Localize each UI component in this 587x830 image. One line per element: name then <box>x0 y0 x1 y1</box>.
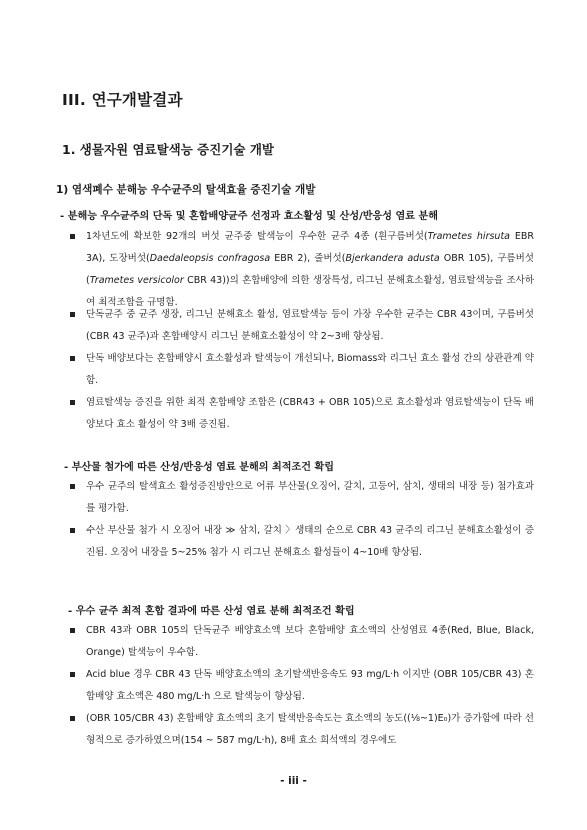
bullet-item <box>70 664 534 708</box>
bullet-text: 단독균주 중 균주 생장, 리그닌 분해효소 활성, 염료탈색능 등이 가장 우수한 균주는 CBR 43이며, 구름버섯(CBR 43 균주)과 혼합배양시 리그닌 분해효소활성이 약 2~3배 향상됨. <box>86 309 534 342</box>
bullet-text: 1차년도에 확보한 92개의 버섯 균주중 탈색능이 우수한 균주 4종 (흰구름버섯(Trametes hirsuta EBR 3A), 도장버섯(Daedaleopsis confragosa EBR 2), 줄버섯(Bjerkandera adusta OBR 105), 구름버섯(Trametes versicolor CBR 43))의 혼합배양에 의한 생장특성, 리그닌 분해효소활성, 염료탈색능을 조사하여 최적조합을 규명함. <box>86 231 534 308</box>
bullet-square-icon <box>70 628 75 633</box>
bullet-item <box>70 476 534 520</box>
bullet-item <box>70 392 534 436</box>
group-heading-3: - 우수 균주 최적 혼합 결과에 따른 산성 염료 분해 최적조건 확립 <box>68 606 355 617</box>
group-heading-2: - 부산물 첨가에 따른 산성/반응성 염료 분해의 최적조건 확립 <box>64 462 335 473</box>
bullet-item <box>70 226 534 314</box>
bullet-item <box>70 304 534 348</box>
bullet-text: 단독 배양보다는 혼합배양시 효소활성과 탈색능이 개선되나, Biomass와 리그닌 효소 활성 간의 상관관계 약함. <box>86 353 534 386</box>
bullet-square-icon <box>70 234 75 239</box>
group-heading-1: - 분해능 우수균주의 단독 및 혼합배양균주 선정과 효소활성 및 산성/반응성 염료 분해 <box>60 211 439 222</box>
chapter-title: III. 연구개발결과 <box>62 91 183 109</box>
bullet-square-icon <box>70 528 75 533</box>
bullet-text: Acid blue 경우 CBR 43 단독 배양효소액의 초기탈색반응속도 93 mg/L·h 이지만 (OBR 105/CBR 43) 혼합배양 효소액은 480 mg/L·h 으로 탈색능이 향상됨. <box>86 669 534 702</box>
bullet-square-icon <box>70 672 75 677</box>
bullet-text: (OBR 105/CBR 43) 혼합배양 효소액의 초기 탈색반응속도는 효소액의 농도((⅛~1)E₀)가 증가함에 따라 선형적으로 증가하였으며(154 ~ 587 mg/L·h), 8배 효소 희석액의 경우에도 <box>86 713 534 746</box>
bullet-square-icon <box>70 356 75 361</box>
bullet-square-icon <box>70 716 75 721</box>
bullet-item <box>70 348 534 392</box>
bullet-item <box>70 708 534 752</box>
subsection-title: 1) 염색폐수 분해능 우수균주의 탈색효율 증진기술 개발 <box>56 184 316 196</box>
bullet-text: 우수 균주의 탈색효소 활성증진방안으로 어류 부산물(오징어, 갈치, 고등어, 삼치, 생태의 내장 등) 첨가효과를 평가함. <box>86 481 534 514</box>
bullet-text: 염료탈색능 증진을 위한 최적 혼합배양 조합은 (CBR43 + OBR 105)으로 효소활성과 염료탈색능이 단독 배양보다 효소 활성이 약 3배 증진됨. <box>86 397 534 430</box>
bullet-text: CBR 43과 OBR 105의 단독균주 배양효소액 보다 혼합배양 효소액의 산성염료 4종(Red, Blue, Black, Orange) 탈색능이 우수함. <box>86 625 534 658</box>
bullet-square-icon <box>70 484 75 489</box>
bullet-square-icon <box>70 400 75 405</box>
bullet-square-icon <box>70 312 75 317</box>
bullet-item <box>70 620 534 664</box>
page-number: - iii - <box>280 775 307 787</box>
section-title: 1. 생물자원 염료탈색능 증진기술 개발 <box>62 142 274 157</box>
bullet-item <box>70 520 534 564</box>
bullet-text: 수산 부산물 첨가 시 오징어 내장 ≫ 삼치, 갈치 〉생태의 순으로 CBR 43 균주의 리그닌 분해효소활성이 증진됨. 오징어 내장을 5~25% 첨가 시 리그닌 분해효소 활성들이 4~10배 향상됨. <box>86 525 534 558</box>
